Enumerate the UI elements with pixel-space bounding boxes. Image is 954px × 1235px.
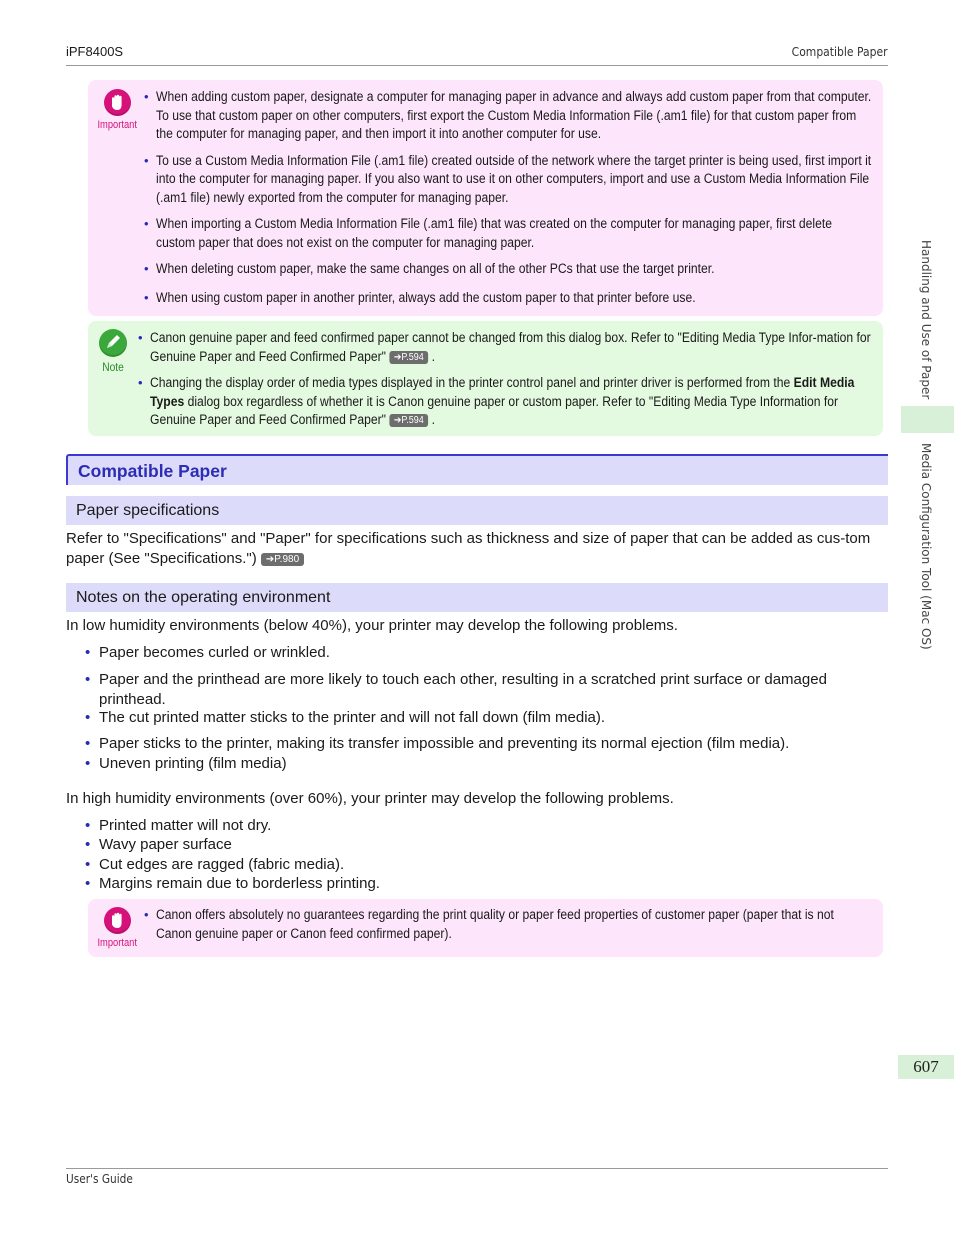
page-reference-link[interactable]: ➔P.980 <box>261 553 304 566</box>
footer-guide-name: User's Guide <box>66 1172 133 1186</box>
list-item: • When deleting custom paper, make the same changes on all of the other PCs that use the target printer. <box>144 261 715 276</box>
list-item: • Margins remain due to borderless printing. <box>85 875 380 892</box>
note-label: Note <box>102 360 124 374</box>
list-item: • Paper sticks to the printer, making its transfer impossible and preventing its normal ejection (film media). <box>85 735 790 752</box>
header-product-name: iPF8400S <box>66 44 124 59</box>
list-item: • Canon offers absolutely no guarantees regarding the print quality or paper feed properties of customer paper (paper that is not Canon genuine paper or Canon feed confirmed paper). <box>144 907 834 941</box>
list-item: • Printed matter will not dry. <box>85 817 272 834</box>
list-item: • Uneven printing (film media) <box>85 755 287 772</box>
important-callout-1 <box>88 80 883 316</box>
subheading-operating-environment: Notes on the operating environment <box>66 583 888 612</box>
footer-divider <box>66 1168 888 1169</box>
list-item: • Paper and the printhead are more likely to touch each other, resulting in a scratched print surface or damaged printhead. <box>85 671 827 708</box>
important-label: Important <box>97 119 137 131</box>
list-item: • Wavy paper surface <box>85 836 232 853</box>
note-callout <box>88 321 883 436</box>
important-icon <box>94 89 140 131</box>
page-reference-link[interactable]: ➔P.594 <box>389 414 428 427</box>
page-number: 607 <box>898 1055 954 1079</box>
list-item: • Changing the display order of media types displayed in the printer control panel and printer driver is performed from the Edit Media Types dialog box regardless of whether it is Canon genuine paper or custom paper. Refer to "Editing Media Type Information for Genuine Paper and Feed Confirmed Paper" ➔P.594 . <box>138 375 855 427</box>
paper-specs-paragraph: Refer to "Specifications" and "Paper" for specifications such as thickness and size of paper that can be added as cus-tom paper (See "Specifications.") ➔P.980 <box>66 530 871 567</box>
list-item: • The cut printed matter sticks to the printer and will not fall down (film media). <box>85 709 606 726</box>
list-item: • When using custom paper in another printer, always add the custom paper to that printer before use. <box>144 289 696 305</box>
subheading-paper-specifications: Paper specifications <box>66 496 888 525</box>
side-tab-section[interactable]: Media Configuration Tool (Mac OS) <box>919 443 933 650</box>
side-tab-chapter[interactable]: Handling and Use of Paper <box>919 240 933 400</box>
header-section-name: Compatible Paper <box>792 45 888 59</box>
list-item: • Canon genuine paper and feed confirmed paper cannot be changed from this dialog box. Refer to "Editing Media Type Infor-mation for Genuine Paper and Feed Confirmed Paper" ➔P.594 . <box>138 330 871 364</box>
note-icon <box>93 329 133 374</box>
important-label: Important <box>97 937 137 949</box>
list-item: • Cut edges are ragged (fabric media). <box>85 856 345 873</box>
side-tab-marker <box>901 406 954 433</box>
header-divider <box>66 65 888 66</box>
high-humidity-intro: In high humidity environments (over 60%), your printer may develop the following problems. <box>66 790 674 807</box>
important-icon <box>94 907 140 949</box>
list-item: • Paper becomes curled or wrinkled. <box>85 644 330 661</box>
list-item: • To use a Custom Media Information File (.am1 file) created outside of the network where the target printer is being used, first import it into the computer for managing paper. If you also want to use it on other computers, import and use a Custom Media Information File (.am1 file) newly exported from the computer for managing paper. <box>144 152 872 205</box>
list-item: • When importing a Custom Media Information File (.am1 file) that was created on the computer for managing paper, first delete custom paper that does not exist on the computer for managing paper. <box>144 216 832 250</box>
section-heading-compatible-paper: Compatible Paper <box>66 454 888 485</box>
low-humidity-intro: In low humidity environments (below 40%), your printer may develop the following problems. <box>66 617 678 634</box>
list-item: • When adding custom paper, designate a computer for managing paper in advance and always add custom paper from that computer. To use that custom paper on other computers, first export the Custom Media Information File (.am1 file) for that custom paper from the computer for managing paper, and then import it into another computer for use. <box>144 89 872 141</box>
page-reference-link[interactable]: ➔P.594 <box>389 351 428 364</box>
important-callout-2 <box>88 899 883 957</box>
